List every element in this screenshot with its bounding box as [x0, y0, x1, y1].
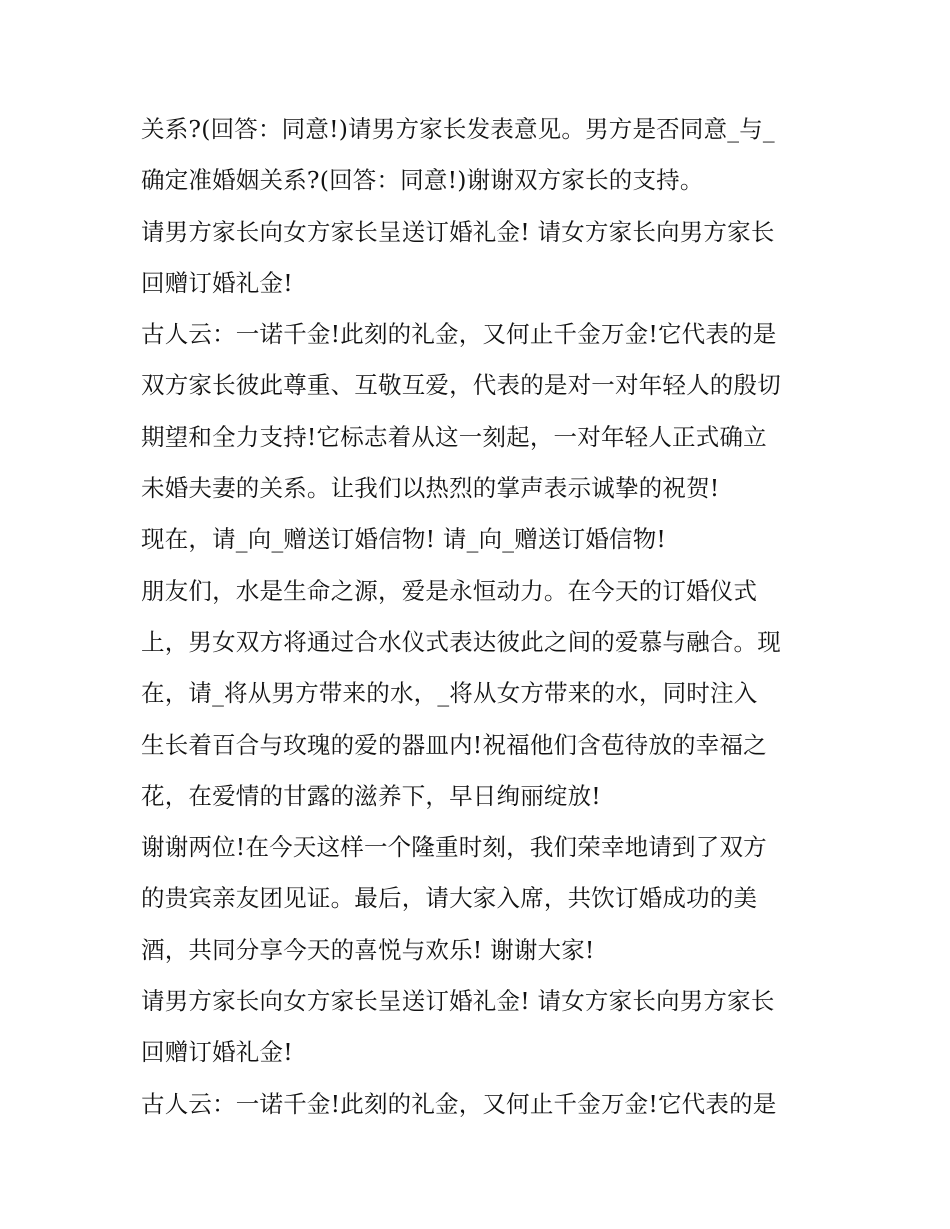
text-line: 请男方家长向女方家长呈送订婚礼金! 请女方家长向男方家长 [141, 217, 775, 246]
text-line: 的贵宾亲友团见证。最后，请大家入席，共饮订婚成功的美 [141, 884, 758, 913]
text-line: 期望和全力支持!它标志着从这一刻起，一对年轻人正式确立 [141, 422, 767, 451]
text-line: 在，请_将从男方带来的水，_将从女方带来的水，同时注入 [141, 679, 758, 708]
text-line: 未婚夫妻的关系。让我们以热烈的掌声表示诚挚的祝贺! [141, 474, 720, 503]
text-line: 关系?(回答：同意!)请男方家长发表意见。男方是否同意_与_ [141, 115, 775, 143]
text-line: 回赠订婚礼金! [141, 1038, 293, 1067]
text-line: 酒，共同分享今天的喜悦与欢乐! 谢谢大家! [141, 935, 595, 964]
text-line: 现在，请_向_赠送订婚信物! 请_向_赠送订婚信物! [141, 525, 667, 554]
text-line: 确定准婚姻关系?(回答：同意!)谢谢双方家长的支持。 [141, 166, 704, 195]
text-line: 古人云：一诺千金!此刻的礼金，又何止千金万金!它代表的是 [141, 1089, 777, 1118]
text-line: 双方家长彼此尊重、互敬互爱，代表的是对一对年轻人的殷切 [141, 371, 781, 400]
text-line: 生长着百合与玫瑰的爱的器皿内!祝福他们含苞待放的幸福之 [141, 730, 767, 759]
text-line: 上，男女双方将通过合水仪式表达彼此之间的爱慕与融合。现 [141, 627, 781, 656]
document-body [141, 104, 821, 1130]
text-line: 朋友们，水是生命之源，爱是永恒动力。在今天的订婚仪式 [141, 576, 758, 605]
text-line: 回赠订婚礼金! [141, 268, 293, 297]
text-line: 谢谢两位!在今天这样一个隆重时刻，我们荣幸地请到了双方 [141, 833, 767, 862]
text-line: 请男方家长向女方家长呈送订婚礼金! 请女方家长向男方家长 [141, 987, 775, 1016]
text-line: 古人云：一诺千金!此刻的礼金，又何止千金万金!它代表的是 [141, 320, 777, 349]
text-line: 花，在爱情的甘露的滋养下，早日绚丽绽放! [141, 781, 601, 810]
